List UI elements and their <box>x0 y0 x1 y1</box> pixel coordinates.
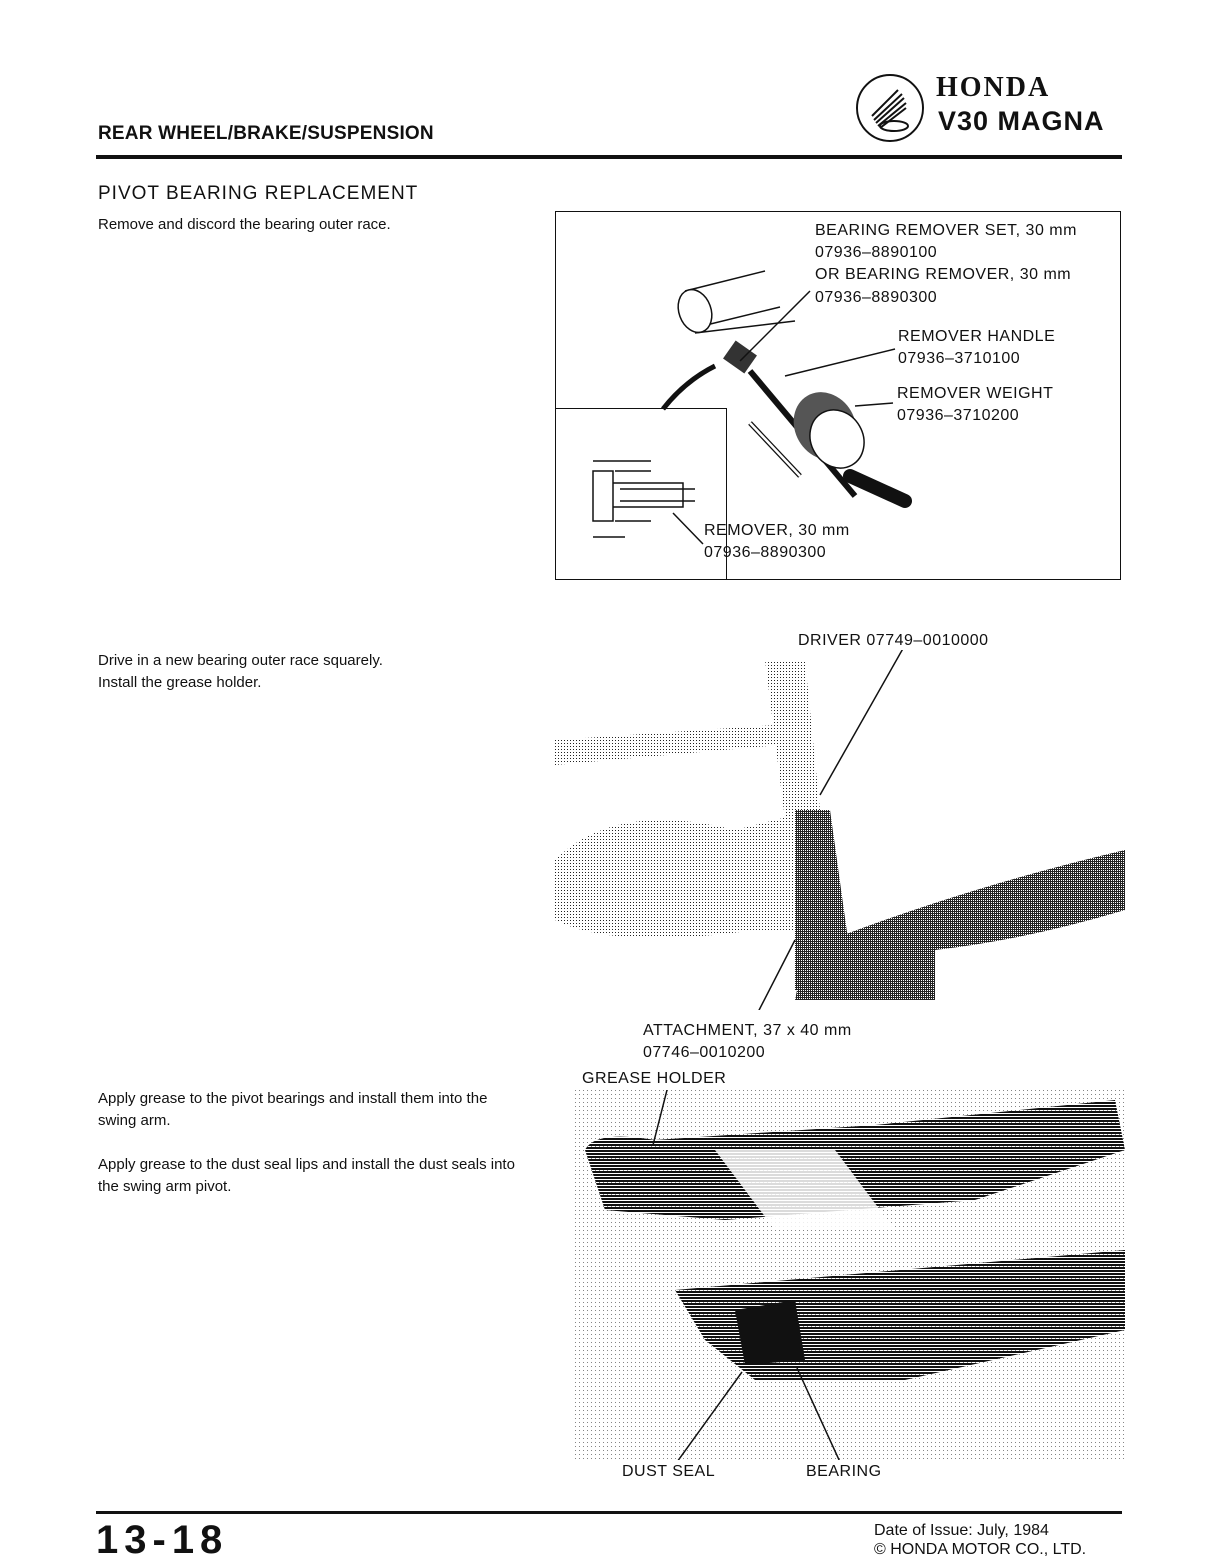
brand-logo <box>856 72 1126 146</box>
label-grease-holder: GREASE HOLDER <box>582 1070 727 1087</box>
subsection-title: PIVOT BEARING REPLACEMENT <box>98 183 419 204</box>
label-bearing-remover-set-no: 07936–8890100 <box>815 244 938 261</box>
brand-name: HONDA <box>936 72 1051 103</box>
copyright: © HONDA MOTOR CO., LTD. <box>874 1541 1087 1558</box>
label-attachment: ATTACHMENT, 37 x 40 mm <box>643 1022 852 1039</box>
section-title: REAR WHEEL/BRAKE/SUSPENSION <box>98 123 434 144</box>
label-dust-seal: DUST SEAL <box>622 1463 716 1480</box>
label-driver: DRIVER 07749–0010000 <box>798 632 989 649</box>
header-rule <box>96 155 1122 159</box>
label-bearing-remover-set: BEARING REMOVER SET, 30 mm <box>815 222 1077 239</box>
swing-arm-photo <box>575 1090 1125 1460</box>
remover-detail-inset <box>555 408 727 580</box>
label-remover-weight: REMOVER WEIGHT <box>897 385 1054 402</box>
label-attachment-no: 07746–0010200 <box>643 1044 766 1061</box>
label-remover-handle: REMOVER HANDLE <box>898 328 1056 345</box>
label-remover-weight-no: 07936–3710200 <box>897 407 1020 424</box>
model-name: V30 MAGNA <box>938 106 1105 136</box>
driver-installation-photo <box>555 650 1125 1010</box>
label-bearing: BEARING <box>806 1463 882 1480</box>
honda-wing-icon <box>856 74 924 142</box>
label-remover: REMOVER, 30 mm <box>704 522 850 539</box>
page-number: 13-18 <box>96 1518 229 1562</box>
label-bearing-remover-no: 07936–8890300 <box>815 289 938 306</box>
label-bearing-remover: OR BEARING REMOVER, 30 mm <box>815 266 1072 283</box>
issue-date: Date of Issue: July, 1984 <box>874 1522 1049 1539</box>
step-remove-race: Remove and discord the bearing outer race. <box>98 216 391 233</box>
label-remover-handle-no: 07936–3710100 <box>898 350 1021 367</box>
label-remover-no: 07936–8890300 <box>704 544 827 561</box>
step-grease-seals: Apply grease to the dust seal lips and install the dust seals into the swing arm pivot. <box>98 1156 515 1195</box>
remover-cross-section-icon <box>555 409 727 581</box>
footer-rule <box>96 1511 1122 1514</box>
step-drive-race: Drive in a new bearing outer race squarely. <box>98 652 383 669</box>
step-install-grease-holder: Install the grease holder. <box>98 674 262 691</box>
step-grease-bearings: Apply grease to the pivot bearings and install them into the swing arm. <box>98 1090 488 1129</box>
